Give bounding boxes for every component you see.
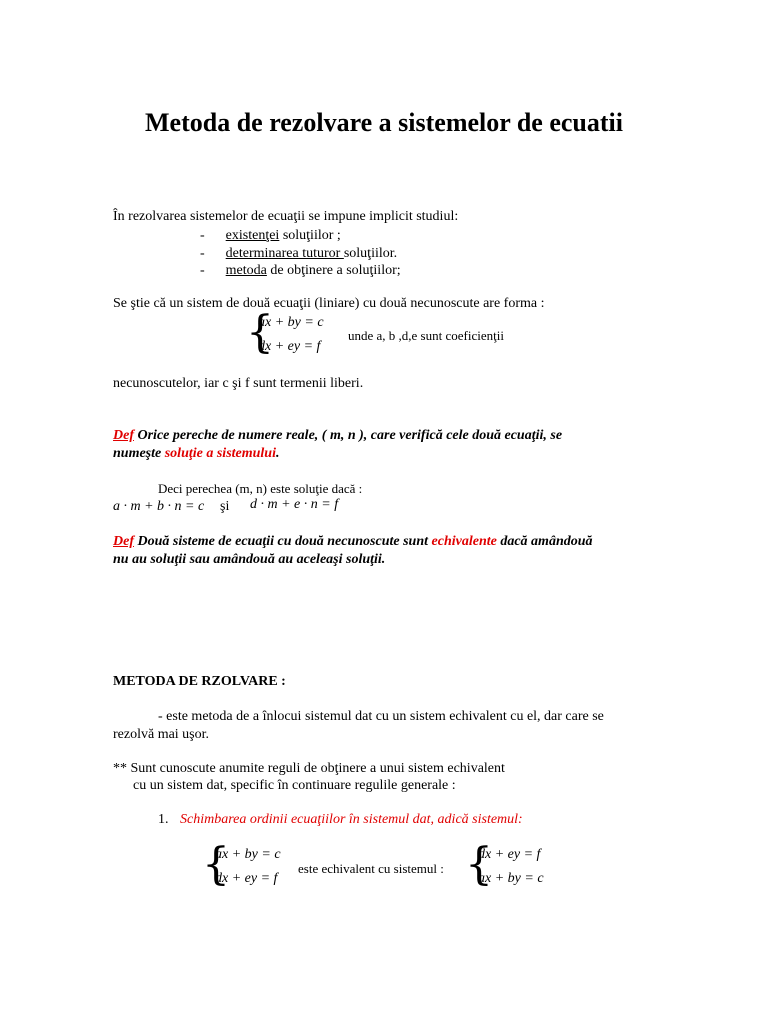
item-rest: soluţiilor ;	[279, 228, 341, 243]
def2-line2: nu au soluţii sau amândouă au aceleaşi soluţii.	[113, 552, 386, 567]
rule1-left-eq1: ax + by = c	[215, 847, 281, 862]
dash: -	[200, 246, 205, 261]
deci-line: Deci perechea (m, n) este soluţie dacă :	[158, 481, 363, 496]
def2-text2: dacă amândouă	[496, 534, 593, 549]
item-rest: soluţiilor.	[343, 246, 398, 261]
def1-text1: Orice pereche de numere reale, ( m, n ), care verifică cele două ecuaţii, se	[134, 428, 563, 443]
def2-text1: Două sisteme de ecuaţii cu două necunoscute sunt	[134, 534, 432, 549]
rule1-left-eq2: dx + ey = f	[215, 871, 278, 886]
dash: -	[200, 228, 205, 243]
def-label: Def	[113, 428, 134, 443]
metoda-heading: METODA DE RZOLVARE :	[113, 674, 286, 689]
metoda-p1-line1: - este metoda de a înlocui sistemul dat cu un sistem echivalent cu el, dar care se	[158, 709, 604, 724]
def1-text2: numeşte	[113, 446, 165, 461]
brace-icon: {	[246, 307, 274, 358]
form-line: Se ştie că un sistem de două ecuaţii (liniare) cu două necunoscute are forma :	[113, 296, 545, 311]
def-label: Def	[113, 534, 134, 549]
item-underlined: metoda	[225, 263, 267, 278]
brace-icon: {	[202, 839, 230, 890]
system1-eq1: ax + by = c	[258, 315, 324, 330]
intro-item-3	[200, 263, 401, 279]
system1-note: unde a, b ,d,e sunt coeficienţii	[348, 328, 504, 343]
deci-si: şi	[220, 499, 230, 514]
item-underlined: existenţei	[225, 228, 280, 243]
page-title: Metoda de rezolvare a sistemelor de ecuatii	[145, 108, 623, 137]
def1-end: .	[275, 446, 280, 461]
def1-line2	[113, 446, 279, 462]
rule1-right-eq1: dx + ey = f	[478, 847, 541, 862]
rule1-right-eq2: ax + by = c	[478, 871, 544, 886]
brace-icon: {	[465, 839, 493, 890]
def1-line1	[113, 428, 562, 444]
def2-line1	[113, 534, 593, 550]
rule1-text: Schimbarea ordinii ecuaţiilor în sistemul dat, adică sistemul:	[180, 812, 523, 827]
deci-eq1: a · m + b · n = c	[113, 499, 205, 514]
item-rest: de obţinere a soluţiilor;	[266, 263, 401, 278]
system1-eq2: dx + ey = f	[258, 339, 321, 354]
def2-red-term: echivalente	[431, 534, 497, 549]
rule1-middle: este echivalent cu sistemul :	[298, 861, 444, 876]
deci-eq2: d · m + e · n = f	[250, 497, 339, 512]
metoda-p2-line1: ** Sunt cunoscute anumite reguli de obţinere a unui sistem echivalent	[113, 761, 505, 776]
intro-item-2	[200, 246, 397, 262]
dash: -	[200, 263, 205, 278]
metoda-p1-line2: rezolvă mai uşor.	[113, 727, 210, 742]
necunoscute-line: necunoscutelor, iar c şi f sunt termenii liberi.	[113, 376, 364, 391]
def1-red-term: soluţie a sistemului	[164, 446, 276, 461]
metoda-p2-line2: cu un sistem dat, specific în continuare regulile generale :	[133, 778, 456, 793]
item-underlined: determinarea tuturor	[225, 246, 344, 261]
intro-text: În rezolvarea sistemelor de ecuaţii se impune implicit studiul:	[113, 209, 459, 224]
intro-item-1	[200, 228, 341, 244]
rule1-number: 1.	[158, 812, 169, 827]
